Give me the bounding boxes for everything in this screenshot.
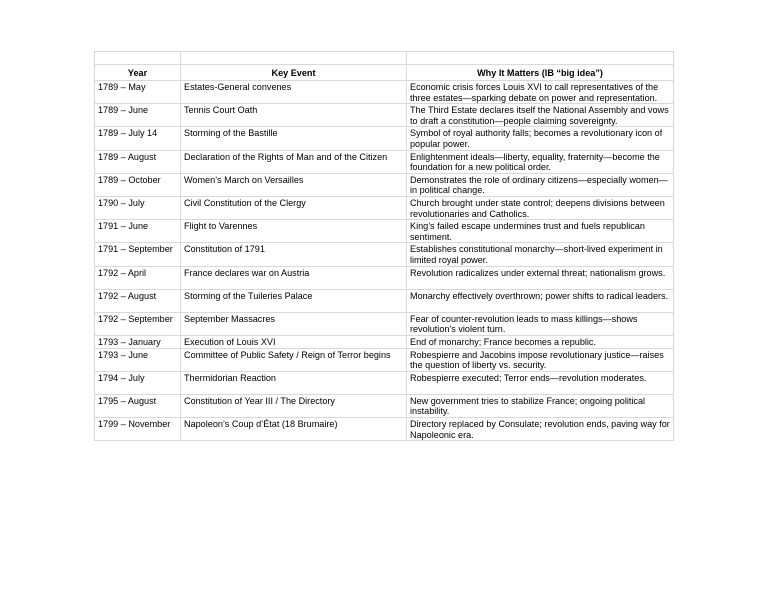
why-it-matters-cell: Establishes constitutional monarchy—short-lived experiment in limited royal power. bbox=[407, 243, 674, 266]
key-event-cell: Constitution of Year III / The Directory bbox=[181, 394, 407, 417]
why-it-matters-cell: Fear of counter-revolution leads to mass killings—shows revolution’s violent turn. bbox=[407, 312, 674, 335]
why-it-matters-cell: Monarchy effectively overthrown; power shifts to radical leaders. bbox=[407, 289, 674, 312]
key-event-cell: Tennis Court Oath bbox=[181, 104, 407, 127]
table-row bbox=[95, 312, 674, 335]
key-event-cell: Constitution of 1791 bbox=[181, 243, 407, 266]
table-row bbox=[95, 289, 674, 312]
key-event-cell: Storming of the Bastille bbox=[181, 127, 407, 150]
year-cell: 1789 – July 14 bbox=[95, 127, 181, 150]
table-row bbox=[95, 418, 674, 441]
table-row bbox=[95, 335, 674, 348]
key-event-cell: Women’s March on Versailles bbox=[181, 173, 407, 196]
why-it-matters-cell: Robespierre and Jacobins impose revolutionary justice—raises the question of liberty vs. security. bbox=[407, 348, 674, 371]
table-row bbox=[95, 243, 674, 266]
blank-cell bbox=[181, 52, 407, 65]
why-it-matters-cell: Symbol of royal authority falls; becomes a revolutionary icon of popular power. bbox=[407, 127, 674, 150]
table-row bbox=[95, 104, 674, 127]
year-cell: 1791 – June bbox=[95, 220, 181, 243]
header-why-it-matters: Why It Matters (IB “big idea”) bbox=[407, 65, 674, 81]
year-cell: 1792 – April bbox=[95, 266, 181, 289]
key-event-cell: Storming of the Tuileries Palace bbox=[181, 289, 407, 312]
year-cell: 1795 – August bbox=[95, 394, 181, 417]
blank-row bbox=[95, 52, 674, 65]
key-event-cell: Declaration of the Rights of Man and of the Citizen bbox=[181, 150, 407, 173]
why-it-matters-cell: Revolution radicalizes under external threat; nationalism grows. bbox=[407, 266, 674, 289]
why-it-matters-cell: Economic crisis forces Louis XVI to call representatives of the three estates—sparking debate on power and representation. bbox=[407, 81, 674, 104]
key-event-cell: Napoleon’s Coup d’État (18 Brumaire) bbox=[181, 418, 407, 441]
key-event-cell: France declares war on Austria bbox=[181, 266, 407, 289]
table-row bbox=[95, 127, 674, 150]
blank-cell bbox=[407, 52, 674, 65]
table-row bbox=[95, 394, 674, 417]
key-event-cell: Civil Constitution of the Clergy bbox=[181, 196, 407, 219]
why-it-matters-cell: Church brought under state control; deepens divisions between revolutionaries and Catholics. bbox=[407, 196, 674, 219]
key-event-cell: Committee of Public Safety / Reign of Terror begins bbox=[181, 348, 407, 371]
why-it-matters-cell: King’s failed escape undermines trust and fuels republican sentiment. bbox=[407, 220, 674, 243]
year-cell: 1793 – January bbox=[95, 335, 181, 348]
year-cell: 1789 – June bbox=[95, 104, 181, 127]
key-event-cell: Flight to Varennes bbox=[181, 220, 407, 243]
year-cell: 1790 – July bbox=[95, 196, 181, 219]
table-row bbox=[95, 371, 674, 394]
year-cell: 1793 – June bbox=[95, 348, 181, 371]
header-row bbox=[95, 65, 674, 81]
year-cell: 1794 – July bbox=[95, 371, 181, 394]
table-row bbox=[95, 150, 674, 173]
key-event-cell: Execution of Louis XVI bbox=[181, 335, 407, 348]
year-cell: 1789 – October bbox=[95, 173, 181, 196]
year-cell: 1792 – August bbox=[95, 289, 181, 312]
table-row bbox=[95, 173, 674, 196]
why-it-matters-cell: Demonstrates the role of ordinary citizens—especially women—in political change. bbox=[407, 173, 674, 196]
why-it-matters-cell: Enlightenment ideals—liberty, equality, fraternity—become the foundation for a new political order. bbox=[407, 150, 674, 173]
key-event-cell: Thermidorian Reaction bbox=[181, 371, 407, 394]
table-row bbox=[95, 348, 674, 371]
year-cell: 1789 – August bbox=[95, 150, 181, 173]
year-cell: 1789 – May bbox=[95, 81, 181, 104]
key-event-cell: September Massacres bbox=[181, 312, 407, 335]
header-year: Year bbox=[95, 65, 181, 81]
table-row bbox=[95, 81, 674, 104]
year-cell: 1799 – November bbox=[95, 418, 181, 441]
key-event-cell: Estates-General convenes bbox=[181, 81, 407, 104]
why-it-matters-cell: Directory replaced by Consulate; revolution ends, paving way for Napoleonic era. bbox=[407, 418, 674, 441]
header-key-event: Key Event bbox=[181, 65, 407, 81]
table-row bbox=[95, 266, 674, 289]
french-revolution-timeline-table bbox=[94, 51, 674, 441]
why-it-matters-cell: New government tries to stabilize France; ongoing political instability. bbox=[407, 394, 674, 417]
why-it-matters-cell: End of monarchy; France becomes a republic. bbox=[407, 335, 674, 348]
year-cell: 1792 – September bbox=[95, 312, 181, 335]
why-it-matters-cell: Robespierre executed; Terror ends—revolution moderates. bbox=[407, 371, 674, 394]
why-it-matters-cell: The Third Estate declares itself the National Assembly and vows to draft a constitution—people claiming sovereignty. bbox=[407, 104, 674, 127]
table-row bbox=[95, 196, 674, 219]
blank-cell bbox=[95, 52, 181, 65]
year-cell: 1791 – September bbox=[95, 243, 181, 266]
table-row bbox=[95, 220, 674, 243]
